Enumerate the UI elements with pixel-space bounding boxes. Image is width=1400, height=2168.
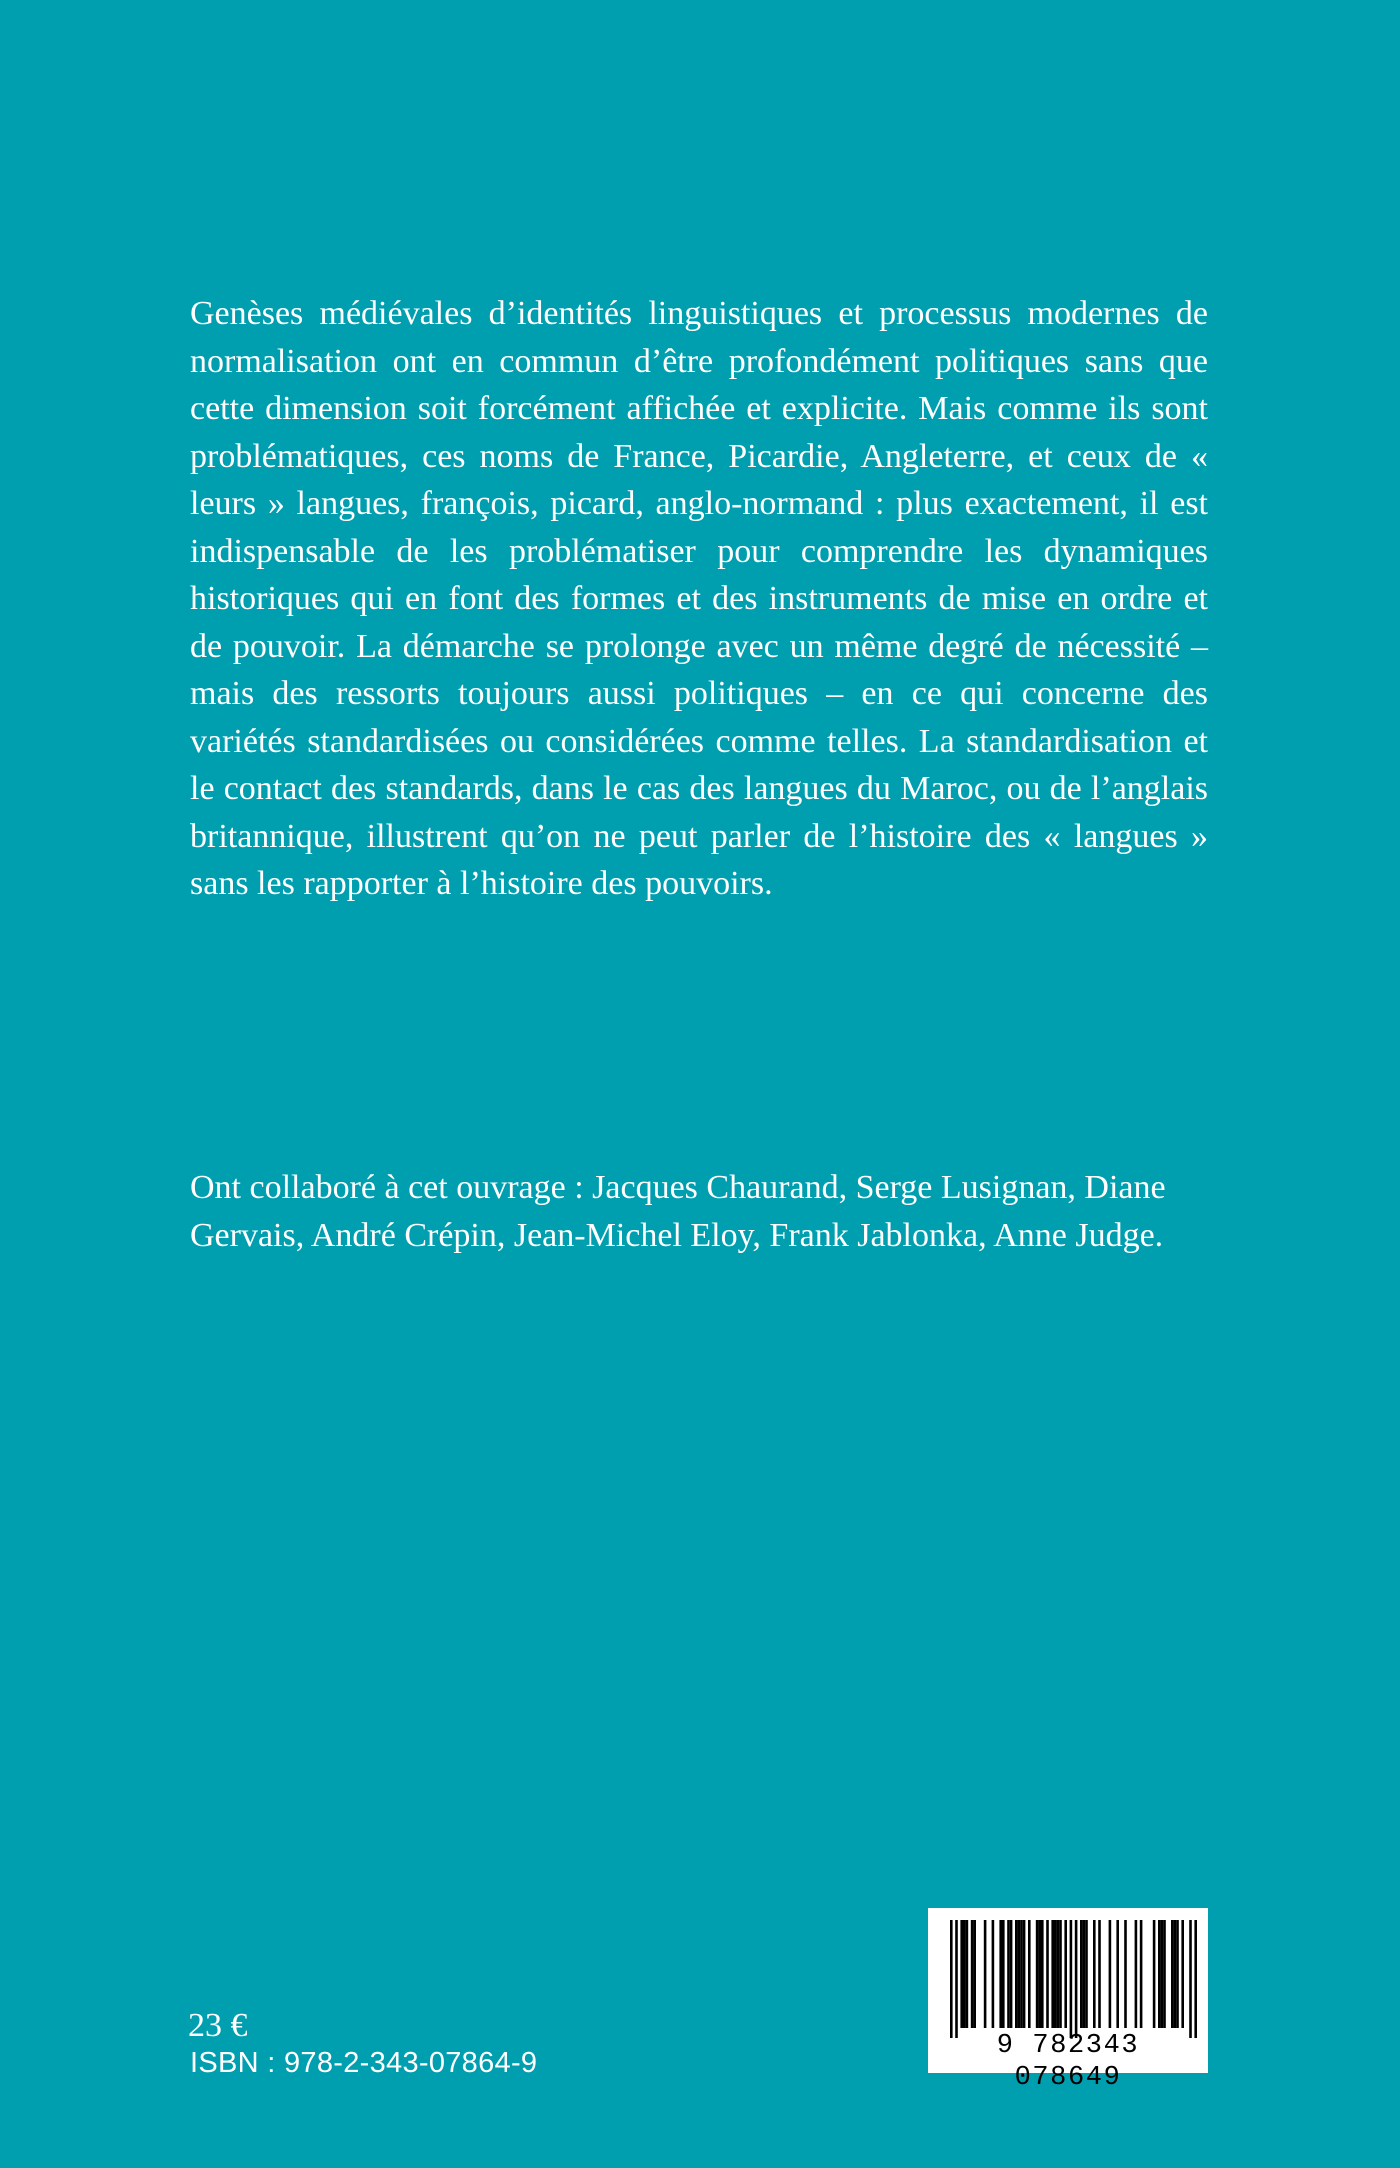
summary-text: Genèses médiévales d’identités linguistiques et processus modernes de normalisation ont en commun d’être profondément politiques sans que cette dimension soit forcément affichée et explicite. Mais comme ils sont problématiques, ces noms de France, Picardie, Angleterre, et ceux de « leurs » langues, françois, picard, anglo-normand : plus exactement, il est indispensable de les problématiser pour comprendre les dynamiques historiques qui en font des formes et des instruments de mise en ordre et de pouvoir. La démarche se prolonge avec un même degré de nécessité – mais des ressorts toujours aussi politiques – en ce qui concerne des variétés standardisées ou considérées comme telles. La standardisation et le contact des standards, dans le cas des langues du Maroc, ou de l’anglais britannique, illustrent qu’on ne peut parler de l’histoire des « langues » sans les rapporter à l’histoire des pouvoirs. <box>190 295 1208 902</box>
barcode-bar <box>1046 1920 1049 2028</box>
barcode-bar <box>1057 1920 1060 2028</box>
barcode-bar <box>1171 1920 1174 2028</box>
barcode-bar <box>992 1920 995 2028</box>
barcode-bar <box>1059 1920 1062 2028</box>
barcode-bar <box>1109 1920 1112 2028</box>
barcode-bar <box>1085 1920 1088 2028</box>
barcode-bar <box>1093 1920 1096 2028</box>
barcode-bar <box>1002 1920 1005 2028</box>
barcode-bar <box>1080 1920 1083 2028</box>
barcode-bar <box>1116 1920 1119 2028</box>
barcode-bar <box>1124 1920 1127 2028</box>
barcode-bar <box>1135 1920 1138 2028</box>
barcode-bar <box>1010 1920 1013 2028</box>
barcode-bar <box>960 1920 963 2028</box>
barcode-bar <box>966 1920 969 2028</box>
barcode-bar <box>971 1920 974 2028</box>
barcode-bar <box>999 1920 1002 2028</box>
barcode-bar <box>955 1920 958 2038</box>
barcode-bar <box>1007 1920 1010 2028</box>
barcode-bar <box>1181 1920 1184 2028</box>
barcode-bar <box>1140 1920 1143 2028</box>
barcode-bar <box>1075 1920 1078 2038</box>
barcode-bar <box>1176 1920 1179 2028</box>
barcode-bar <box>1023 1920 1026 2028</box>
barcode-bar <box>1070 1920 1073 2038</box>
price-label: 23 € <box>188 2007 248 2044</box>
barcode-bar <box>1051 1920 1054 2028</box>
barcode-bar <box>1020 1920 1023 2028</box>
barcode-bar <box>1054 1920 1057 2028</box>
barcode-bar <box>984 1920 987 2028</box>
barcode-bar <box>1015 1920 1018 2028</box>
barcode-bar <box>1189 1920 1192 2038</box>
barcode-bar <box>973 1920 976 2028</box>
barcode-bar <box>1161 1920 1164 2028</box>
barcode-bar <box>963 1920 966 2028</box>
contributors-text: Ont collaboré à cet ouvrage : Jacques Chaurand, Serge Lusignan, Diane Gervais, André Crépin, Jean-Michel Eloy, Frank Jablonka, Anne Judge. <box>190 1169 1166 1254</box>
barcode-bar <box>1153 1920 1156 2028</box>
barcode-bar <box>1041 1920 1044 2028</box>
barcode-bar <box>1028 1920 1031 2028</box>
barcode <box>928 1908 1208 2093</box>
barcode-bar <box>1083 1920 1086 2028</box>
barcode-bar <box>1194 1920 1197 2038</box>
barcode-bar <box>1163 1920 1166 2028</box>
barcode-bar <box>1174 1920 1177 2028</box>
barcode-bar <box>1038 1920 1041 2028</box>
barcode-bar <box>1098 1920 1101 2028</box>
barcode-bar <box>1036 1920 1039 2028</box>
barcode-number: 9 782343 078649 <box>996 2031 1140 2093</box>
barcode-bar <box>1064 1920 1067 2028</box>
barcode-bar <box>1158 1920 1161 2028</box>
barcode-bar <box>950 1920 953 2038</box>
isbn-label: ISBN : 978-2-343-07864-9 <box>190 2047 538 2079</box>
barcode-bar <box>1018 1920 1021 2028</box>
